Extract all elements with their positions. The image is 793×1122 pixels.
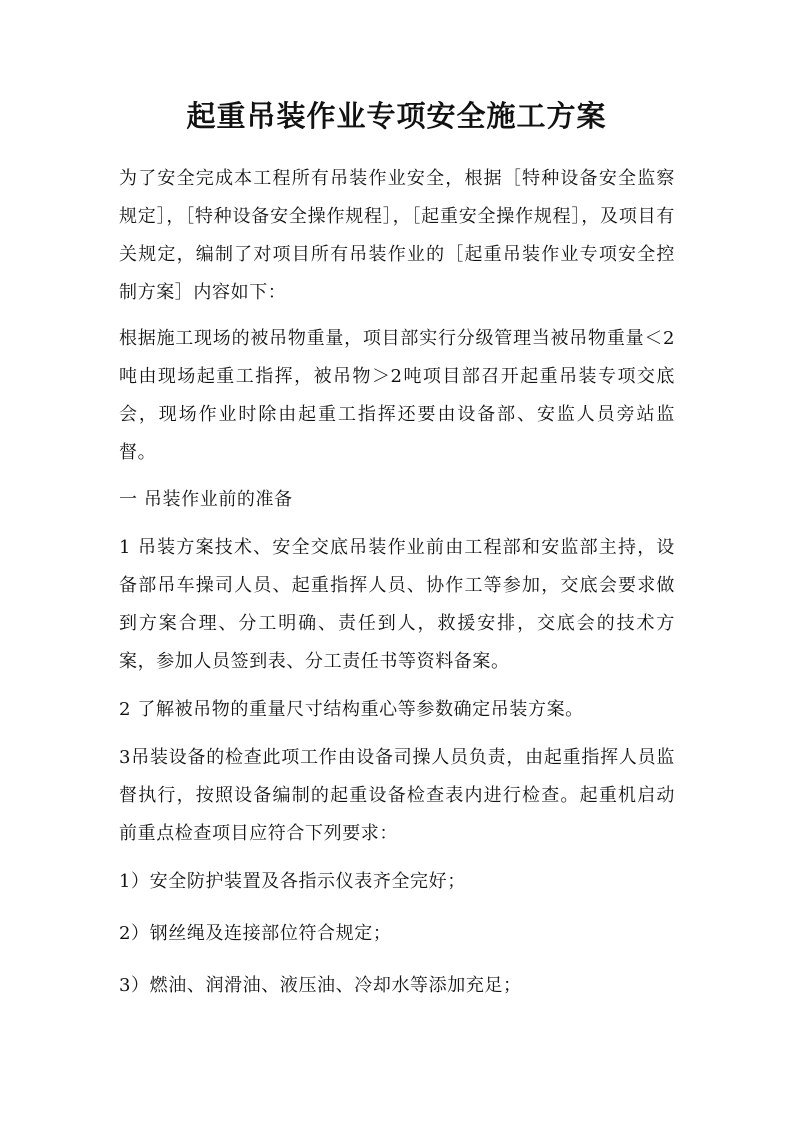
- check-requirement-1: 1）安全防护装置及各指示仪表齐全完好；: [119, 871, 466, 892]
- check-requirement-2: 2）钢丝绳及连接部位符合规定；: [119, 923, 392, 944]
- intro-paragraph: 为了安全完成本工程所有吊装作业安全，根据［特种设备安全监察规定］，［特种设备安全操作规程］，［起重安全操作规程］，及项目有关规定，编制了对项目所有吊装作业的［起重吊装作业专项安全控制方案］内容如下：: [119, 168, 675, 303]
- weight-management-paragraph: 根据施工现场的被吊物重量，项目部实行分级管理当被吊物重量＜2吨由现场起重工指挥，被吊物＞2吨项目部召开起重吊装专项交底会，现场作业时除由起重工指挥还要由设备部、安监人员旁站监督。: [119, 328, 675, 463]
- preparation-item-2: 2 了解被吊物的重量尺寸结构重心等参数确定吊装方案。: [119, 699, 584, 720]
- document-title: 起重吊装作业专项安全施工方案: [186, 99, 607, 133]
- preparation-item-3: 3吊装设备的检查此项工作由设备司操人员负责，由起重指挥人员监督执行，按照设备编制的起重设备检查表内进行检查。起重机启动前重点检查项目应符合下列要求：: [119, 747, 675, 844]
- preparation-item-1: 1 吊装方案技术、安全交底吊装作业前由工程部和安监部主持，设备部吊车操司人员、起重指挥人员、协作工等参加，交底会要求做到方案合理、分工明确、责任到人，救援安排，交底会的技术方案，参加人员签到表、分工责任书等资料备案。: [119, 537, 675, 672]
- document-body: [119, 160, 675, 1019]
- section-heading: 一 吊装作业前的准备: [119, 489, 293, 510]
- check-requirement-3: 3）燃油、润滑油、液压油、冷却水等添加充足；: [119, 975, 522, 996]
